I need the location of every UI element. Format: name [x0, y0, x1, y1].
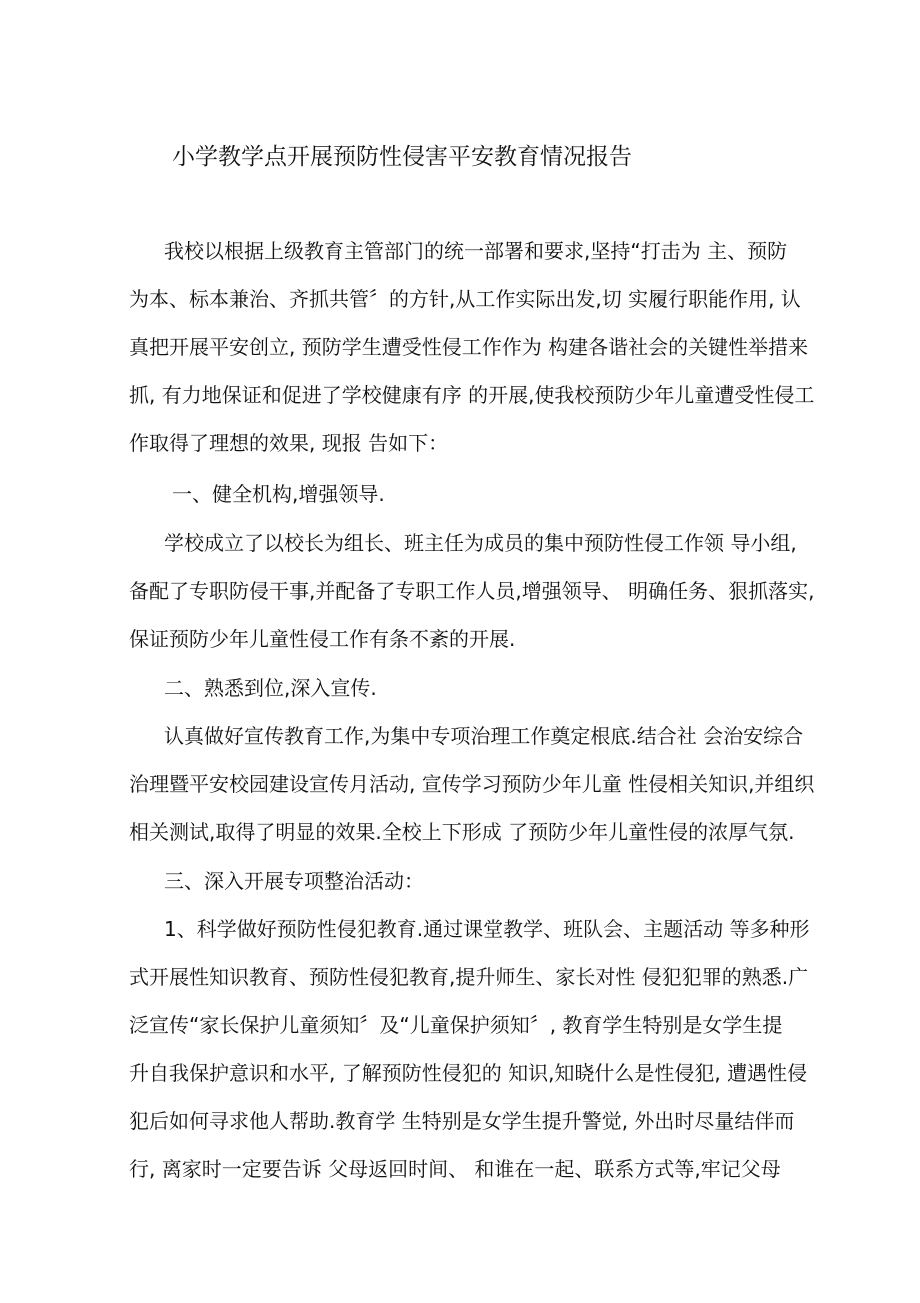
document-title: 小学教学点开展预防性侵害平安教育情况报告	[172, 144, 632, 170]
paragraph-line: 相关测试,取得了明显的效果.全校上下形成 了预防少年儿童性侵的浓厚气氛.	[129, 820, 795, 844]
paragraph-line: 行, 离家时一定要告诉 父母返回时间、 和谁在一起、联系方式等,牢记父母	[129, 1157, 781, 1181]
paragraph-line: 犯后如何寻求他人帮助.教育学 生特别是女学生提升警觉, 外出时尽量结伴而	[129, 1109, 795, 1133]
paragraph-line: 我校以根据上级教育主管部门的统一部署和要求,坚持“打击为 主、预防	[164, 239, 788, 263]
paragraph-line: 学校成立了以校长为组长、班主任为成员的集中预防性侵工作领 导小组,	[164, 531, 797, 555]
paragraph-line: 真把开展平安创立, 预防学生遭受性侵工作作为 构建各谐社会的关键性举措来	[129, 335, 809, 359]
paragraph-line: 式开展性知识教育、预防性侵犯教育,提升师生、家长对性 侵犯犯罪的熟悉.广	[129, 965, 809, 989]
paragraph-line: 升自我保护意识和水平, 了解预防性侵犯的 知识,知晓什么是性侵犯, 遭遇性侵	[129, 1061, 808, 1085]
paragraph-line: 为本、标本兼治、齐抓共管〞的方针,从工作实际出发,切 实履行职能作用, 认	[129, 287, 801, 311]
paragraph-line: 抓, 有力地保证和促进了学校健康有序 的开展,使我校预防少年儿童遭受性侵工	[129, 383, 815, 407]
paragraph-line: 1、科学做好预防性侵犯教育.通过课堂教学、班队会、主题活动 等多种形	[164, 917, 810, 941]
paragraph-line: 认真做好宣传教育工作,为集中专项治理工作奠定根底.结合社 会治安综合	[164, 724, 804, 748]
section-heading: 三、深入开展专项整治活动：	[164, 869, 424, 893]
paragraph-line: 治理暨平安校园建设宣传月活动, 宣传学习预防少年儿童 性侵相关知识,并组织	[129, 772, 815, 796]
section-heading: 二、熟悉到位,深入宣传.	[164, 676, 377, 700]
section-heading: 一、健全机构,增强领导.	[172, 482, 385, 506]
paragraph-line: 备配了专职防侵干事,并配备了专职工作人员,增强领导、 明确任务、狠抓落实,	[129, 579, 815, 603]
paragraph-line: 作取得了理想的效果, 现报 告如下：	[129, 431, 449, 455]
paragraph-line: 保证预防少年儿童性侵工作有条不紊的开展.	[129, 627, 516, 651]
paragraph-line: 泛宣传“家长保护儿童须知〞及“儿童保护须知〞, 教育学生特别是女学生提	[129, 1013, 783, 1037]
